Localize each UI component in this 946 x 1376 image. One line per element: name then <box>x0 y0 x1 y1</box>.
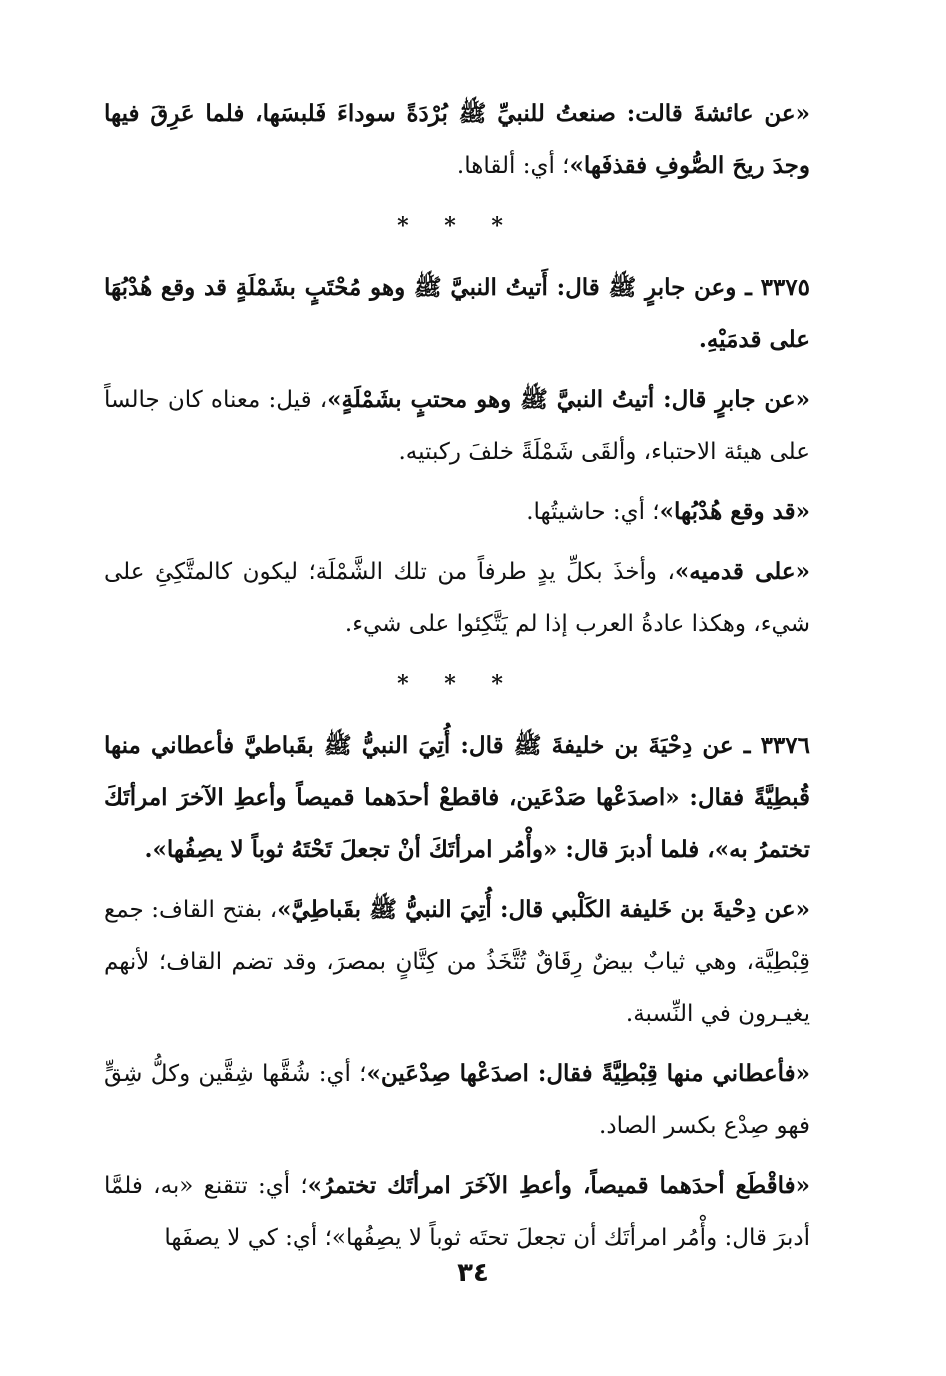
paragraph-8-bold: «فأعطاني منها قِبْطِيَّةً فقال: اصدَعْها صِدْعَين» <box>366 1060 810 1087</box>
paragraph-7 <box>104 884 810 1040</box>
paragraph-4-bold: «قد وقع هُدْبُها» <box>659 498 810 525</box>
paragraph-3-bold: «عن جابرٍ قال: أتيتُ النبيَّ ﷺ وهو محتبٍ بشَمْلَةٍ» <box>327 386 810 413</box>
page-number: ٣٤ <box>457 1258 489 1288</box>
separator-2: * * * <box>397 671 517 697</box>
hadith-3375-bold: ٣٣٧٥ ـ وعن جابرٍ ﷺ قال: أَتيتُ النبيَّ ﷺ وهو مُحْتَبٍ بشَمْلَةٍ قد وقع هُدْبُهَا على قدمَيْهِ. <box>104 274 810 353</box>
paragraph-9-bold: «فاقْطَع أحدَهما قميصاً، وأعطِ الآخَرَ امرأتَك تختمرُ» <box>307 1172 811 1199</box>
paragraph-9-text: ؛ أي: تتقنع «به، فلمَّا أدبرَ قال: وأْمُر امرأتَك أن تجعلَ تحتَه ثوباً لا يصِفُها»؛ أي: كي لا يصفَها <box>104 1173 810 1251</box>
paragraph-3 <box>104 374 810 478</box>
paragraph-5-text: ، وأخذَ بكلِّ يدٍ طرفاً من تلك الشَّمْلَة؛ ليكون كالمتَّكِئِ على شيء، وهكذا عادةُ العرب إذا لم يَتَّكِئوا على شيء. <box>104 559 810 637</box>
paragraph-9 <box>104 1160 810 1264</box>
hadith-3376 <box>104 720 810 876</box>
paragraph-5 <box>104 546 810 650</box>
hadith-3375 <box>104 262 810 366</box>
separator-1: * * * <box>397 213 517 239</box>
paragraph-1 <box>104 88 810 192</box>
paragraph-1-bold: «عن عائشةَ قالت: صنعتُ للنبيِّ ﷺ بُرْدَةً سوداءَ فَلبسَها، فلما عَرِقَ فيها وجدَ ريحَ الصُّوفِ فقذفَها» <box>104 100 810 179</box>
paragraph-5-bold: «على قدميه» <box>674 558 810 585</box>
paragraph-4-text: ؛ أي: حاشيتُها. <box>526 499 660 525</box>
paragraph-7-bold: «عن دِحْيةَ بن خَليفة الكَلْبي قال: أُتِيَ النبيُّ ﷺ بقَباطِيَّ» <box>277 896 810 923</box>
hadith-3376-bold: ٣٣٧٦ ـ عن دِحْيَةَ بن خليفةَ ﷺ قال: أُتِيَ النبيُّ ﷺ بقَباطيَّ فأعطاني منها قُبطِيَّةً فقال: «اصدَعْها صَدْعَين، فاقطعْ أحدَهما قميصاً وأعطِ الآخرَ امرأتَكَ تختمرُ به»، فلما أدبرَ قال: «وأْمُر امرأتَكَ أنْ تجعلَ تَحْتَهُ ثوباً لا يصِفُها». <box>104 732 810 863</box>
paragraph-4 <box>104 486 810 538</box>
page-content <box>104 88 810 1272</box>
paragraph-8 <box>104 1048 810 1152</box>
paragraph-1-text: ؛ أي: ألقاها. <box>456 153 570 179</box>
paragraph-3-text: ، قيل: معناه كان جالساً على هيئة الاحتباء، وألقَى شَمْلَةً خلفَ ركبتيه. <box>104 387 810 465</box>
paragraph-8-text: ؛ أي: شُقَّها شِقَّين وكلُّ شِقٍّ فهو صِدْع بكسر الصاد. <box>104 1061 810 1139</box>
paragraph-7-text: ، بفتح القاف: جمع قِبْطِيَّة، وهي ثيابٌ بيضٌ رِقَاقٌ تُتَّخَذُ من كِتَّانٍ بمصرَ، وقد تضم القاف؛ لأنهم يغيـرون في النِّسبة. <box>104 897 810 1027</box>
